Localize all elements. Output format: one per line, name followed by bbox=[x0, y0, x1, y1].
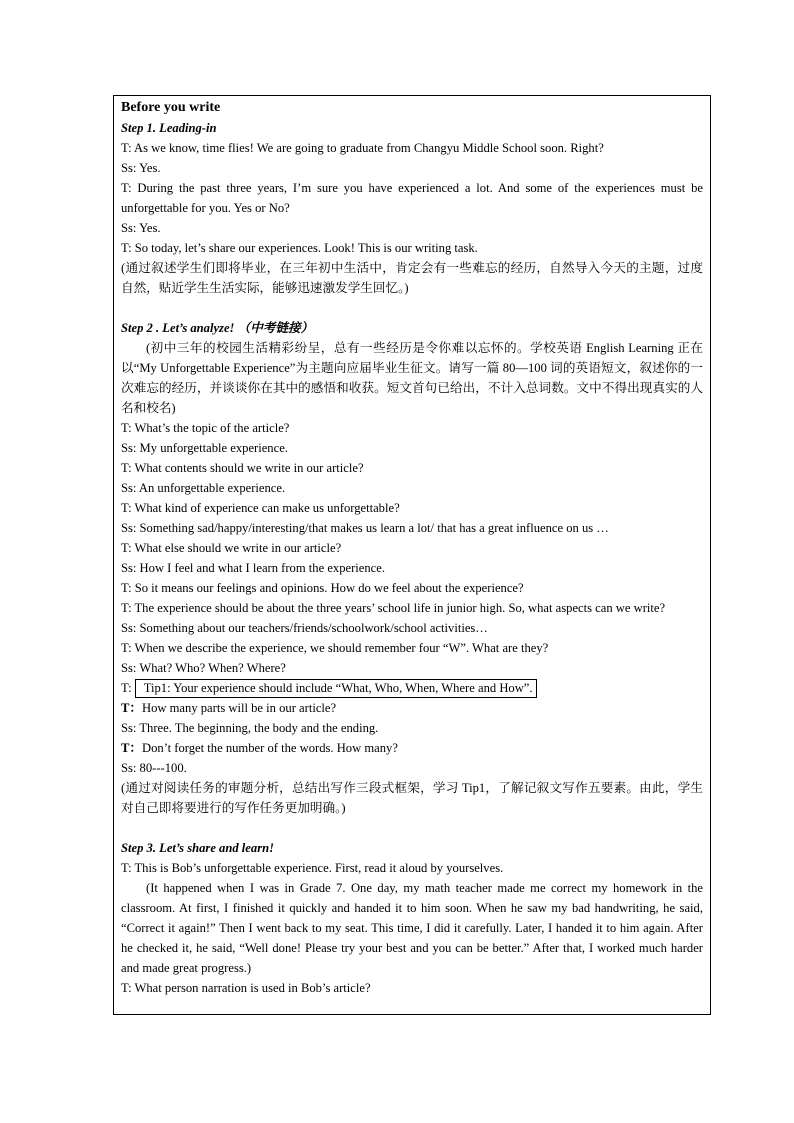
dialogue-line: T: So it means our feelings and opinions. How do we feel about the experience? bbox=[121, 581, 524, 595]
step1-title: Step 1. Leading-in bbox=[121, 121, 217, 135]
dialogue-line: T: What’s the topic of the article? bbox=[121, 421, 290, 435]
question-text: How many parts will be in our article? bbox=[142, 701, 337, 715]
dialogue-line: Ss: How I feel and what I learn from the experience. bbox=[121, 561, 386, 575]
dialogue-line: Ss: What? Who? When? Where? bbox=[121, 661, 286, 675]
dialogue-line: Ss: Something about our teachers/friends/schoolwork/school activities… bbox=[121, 621, 488, 635]
step3-title: Step 3. Let’s share and learn! bbox=[121, 841, 275, 855]
step2-title-cn: （中考链接） bbox=[237, 321, 314, 335]
dialogue-line bbox=[121, 698, 703, 718]
dialogue-line: Ss: My unforgettable experience. bbox=[121, 441, 288, 455]
dialogue-line: T: What contents should we write in our article? bbox=[121, 461, 364, 475]
dialogue-line: Ss: An unforgettable experience. bbox=[121, 481, 286, 495]
step2-title-line bbox=[121, 318, 703, 338]
spacer bbox=[121, 818, 703, 838]
section-heading: Before you write bbox=[121, 100, 221, 115]
dialogue-line: Ss: Three. The beginning, the body and the ending. bbox=[121, 721, 379, 735]
dialogue-line: T: As we know, time flies! We are going to graduate from Changyu Middle School soon. Right? bbox=[121, 141, 604, 155]
dialogue-paragraph: T: The experience should be about the three years’ school life in junior high. So, what aspects can we write? bbox=[121, 601, 666, 615]
tip-line bbox=[121, 678, 703, 698]
spacer bbox=[121, 298, 703, 318]
dialogue-line: T: What kind of experience can make us unforgettable? bbox=[121, 501, 400, 515]
dialogue-line: T: So today, let’s share our experiences. Look! This is our writing task. bbox=[121, 241, 478, 255]
speaker-prefix: T： bbox=[121, 701, 142, 715]
dialogue-line: Ss: 80---100. bbox=[121, 761, 187, 775]
dialogue-line: Ss: Yes. bbox=[121, 221, 161, 235]
dialogue-line: T: What person narration is used in Bob’s article? bbox=[121, 981, 371, 995]
design-note: (通过对阅读任务的审题分析，总结出写作三段式框架，学习 Tip1，了解记叙文写作五要素。由此，学生对自己即将要进行的写作任务更加明确。) bbox=[121, 781, 703, 815]
step2-title: Step 2 . Let’s analyze! bbox=[121, 321, 235, 335]
dialogue-line: T: When we describe the experience, we should remember four “W”. What are they? bbox=[121, 641, 549, 655]
dialogue-line: Ss: Something sad/happy/interesting/that makes us learn a lot/ that has a great influence on us … bbox=[121, 521, 609, 535]
design-note: (通过叙述学生们即将毕业，在三年初中生活中，肯定会有一些难忘的经历，自然导入今天的主题，过度自然，贴近学生生活实际，能够迅速激发学生回忆。) bbox=[121, 261, 703, 295]
tip-box: Tip1: Your experience should include “What, Who, When, Where and How”. bbox=[135, 679, 537, 698]
dialogue-line: T: This is Bob’s unforgettable experience. First, read it aloud by yourselves. bbox=[121, 861, 504, 875]
speaker-prefix: T： bbox=[121, 741, 142, 755]
question-text: Don’t forget the number of the words. How many? bbox=[142, 741, 398, 755]
lesson-plan-table-cell bbox=[113, 95, 711, 1015]
dialogue-line: T: What else should we write in our article? bbox=[121, 541, 342, 555]
writing-task: (初中三年的校园生活精彩纷呈，总有一些经历是令你难以忘怀的。学校英语 English Learning 正在以“My Unforgettable Experience”为主题向应届毕业生征文。请写一篇 80—100 词的英语短文，叙述你的一次难忘的经历，并谈谈你在其中的感悟和收获。短文首句已给出，不计入总词数。文中不得出现真实的人名和校名) bbox=[121, 341, 703, 415]
dialogue-line bbox=[121, 738, 703, 758]
sample-story: (It happened when I was in Grade 7. One day, my math teacher made me correct my homework in the classroom. At first, I finished it quickly and handed it to him soon. When he saw my bad handwriting, he said, “Correct it again!” Then I went back to my seat. This time, I did it carefully. Later, I handed it to him again. After he checked it, he said, “Well done! Please try your best and you can be better.” After that, I worked much harder and made great progress.) bbox=[121, 881, 703, 975]
dialogue-line: Ss: Yes. bbox=[121, 161, 161, 175]
tip-prefix: T: bbox=[121, 681, 132, 695]
dialogue-paragraph: T: During the past three years, I’m sure you have experienced a lot. And some of the experiences must be unforgettable for you. Yes or No? bbox=[121, 181, 703, 215]
